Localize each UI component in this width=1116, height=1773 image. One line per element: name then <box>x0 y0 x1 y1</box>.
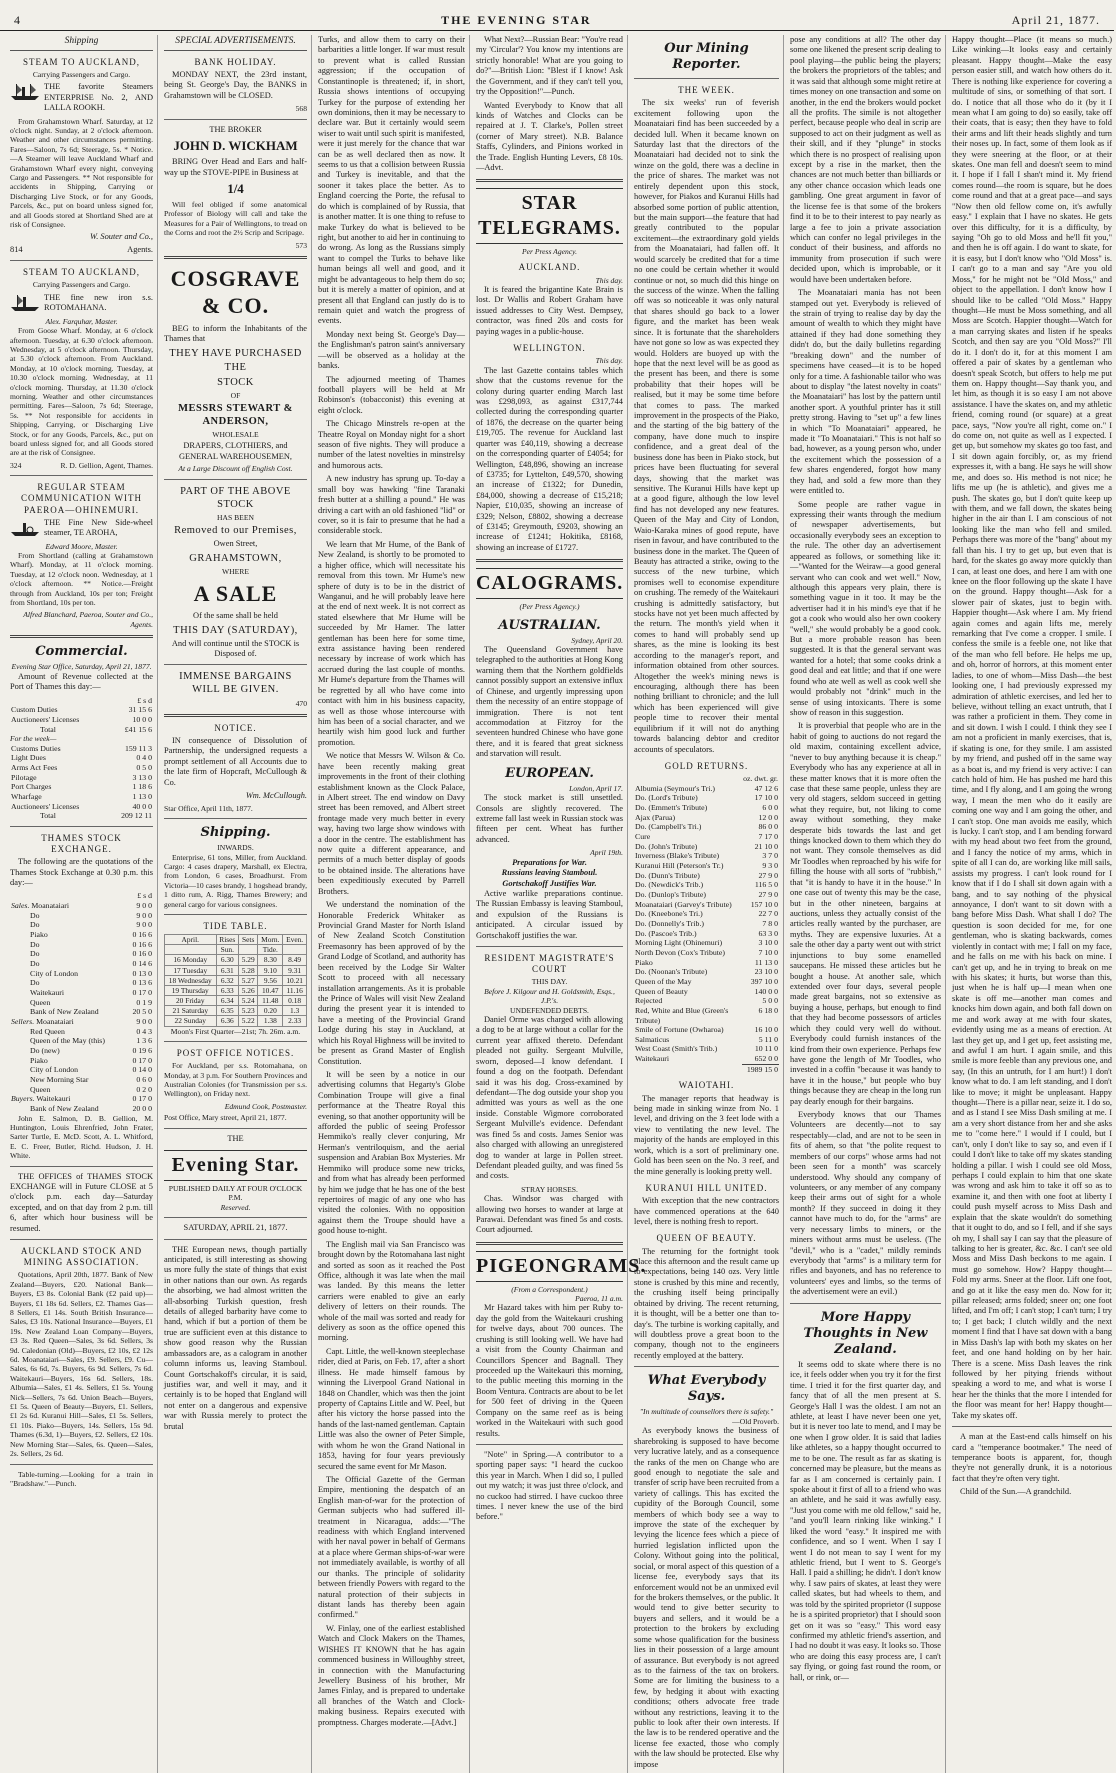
divider <box>634 78 779 79</box>
table-header <box>634 774 779 784</box>
divider <box>634 1366 779 1367</box>
divider <box>10 1166 153 1167</box>
commercial-text: Amount of Revenue collected at the Port of Thames this day:— <box>10 671 153 692</box>
kuranui-heading: KURANUI HILL UNITED. <box>645 1182 768 1193</box>
column-3 <box>318 35 470 1773</box>
divider <box>164 1128 307 1129</box>
cosgrave-part: PART OF THE ABOVE STOCK <box>180 485 291 510</box>
auckland-date: This day. <box>595 275 623 285</box>
rotomahana-footer <box>10 461 153 470</box>
table-row: Sales. Moanataiari 9 0 0 <box>11 901 152 911</box>
leader-continued: Turks, and allow them to carry on their barbarities a little longer. If war must result to prevent what is called Russian aggression; if the occupation of Constantinople is threatened; if, in short, Russia shows intentions of occupying Turkey for the purpose of extending her own dominions, then it may be necessary to declare war. But it certainly would seem wiser to wait until such spirit is manifested, were it just merely for the chance that war can be as well declared then as now. It seems to us that a collision between Russia and Turkey is inevitable, and that the sooner it takes place the better. As to England coercing the Porte, the refusal to do which is complained of by Russia, that is another matter. It is one thing to refuse to make Turkey do what is believed to be right, but another to aid her in continuing to do wrong. As long as the Russians simply want to compel the Turks to behave like human beings all well and good, and it might be advantageous to help them do so; but it is merely a matter of opinion, and at present all that England can justly do is to remain quiet and watch the progress of events. <box>318 35 466 326</box>
waiotahi-text: The manager reports that headway is being made in sinking winze from No. 1 level, and driving on the 3 feet lode with a view to ventilating the new level. The majority of the hands are employed in this work, which is a sort of preliminary one. Gold has been seen on the No. 3 reef, and the mine generally is looking pretty well. <box>634 1093 779 1176</box>
auctions-text: It is proverbial that people who are in the habit of going to auctions do not regard the old maxim, containing excellent advice, "never to buy anything because it is cheap." Everybody who has any experience at all in these matter knows that it is more often the case that these same people, unless they are very old stagers, seldom succeed in getting what they require, but, not liking to come away without something, they make desperate bids towards the last and get things knocked down to them which they do not want. They console themselves as did Mr Toodles when reproached by his wife for filling the house with all sorts of "rubbish," that "it is handy to have it in the house." In one case out of twenty this may be the case, but in the other nineteen, bargains at auctions, unless they actually consist of the articles really wanted by the purchaser, are myths. They are expensive luxuries. At a sale the other day a party went out with strict injunctions to buy some enamelled saucepans. He missed these articles but he bought a house. At another sale, which extended over four days, several people made great bargains, not so extensive as buying a house, perhaps, but enough to find that they had become possessors of articles which they could very well do without. Everybody could furnish instances of the kind from their own experience. Perhaps few have gone the length of Mr Toodles, who invested in a coffin "because it was handy to have it in the house," but people who buy things because they are cheap in the long run pay dearly enough for their bargains. <box>790 721 941 1106</box>
table-row: Do. (Noonan's Tribute) 23 10 0 <box>635 967 778 977</box>
motto-source: —Old Proverb. <box>732 1416 779 1426</box>
table-row: Do 0 16 0 <box>30 949 152 959</box>
table-row: Light Dues 0 4 0 <box>11 753 152 763</box>
table-row: Queen 0 2 0 <box>30 1084 152 1094</box>
tide-table <box>164 934 307 1027</box>
spring-note: "Note" in Spring.—A contributor to a sporting paper says: "I heard the cuckoo this year in March. When I did so, I pulled out my watch; it was just three o'clock, and no cuckoo had stirred. I have cuckoo three times. I never knew the use of the bird before." <box>476 1449 623 1522</box>
newspaper-page <box>0 31 1114 1769</box>
divider <box>164 119 307 120</box>
pigeongrams-title: PIGEONGRAMS. <box>476 1251 623 1282</box>
news-freemasonry: We understand the nomination of the Honorable Frederick Whitaker as Provincial Grand Master for North Island of New Zealand Scotch Constitution Freemasonry has been approved of by the Grand Lodge of Scotland, and authority has been received by the Lodge Sir Walter Scott to proceed with all necessary installation arrangements. As it is probable the Prince of Wales will visit New Zealand during the present year it is intended to have a meeting of the Provincial Grand Lodge during his stay in Auckland, at which his Royal Highness will be invited to be present as Grand Master of English Constitution. <box>318 900 465 1066</box>
rm-court-day: THIS DAY. <box>531 977 568 987</box>
steam-auckland-title: STEAM TO AUCKLAND, <box>23 56 140 67</box>
table-row: 19 Thursday 6.33 5.26 10.47 11.16 <box>165 985 307 995</box>
cosgrave-discount: At a Large Discount off English Cost. <box>178 464 293 474</box>
commercial-intro: Evening Star Office, Saturday, April 21, 1877. <box>11 662 152 672</box>
table-row: Queen of Beauty 140 0 0 <box>635 986 778 996</box>
enterprise-agents: Agents. <box>127 244 153 254</box>
divider <box>10 1464 153 1465</box>
calograms-title: CALOGRAMS. <box>476 568 623 599</box>
ship-ad-rotomahana <box>10 293 153 317</box>
auckland-association-title: AUCKLAND STOCK AND MINING ASSOCIATION. <box>20 1246 143 1268</box>
auckland-telegram: It is feared the brigantine Kate Brain is lost. Dr Wallis and Robert Graham have issued addresses to City West. Dempsey, contractor, was fined 20s and costs for paying wages in a public-house. <box>476 285 623 336</box>
table-row: Bank of New Zealand 20 0 0 <box>30 1103 152 1113</box>
broker-text: BRING Over Head and Ears and half-way up the STOVE-PIPE in Business at <box>164 157 307 177</box>
everybody-continued: pose any conditions at all? The other day some one likened the present scrip dealing to pool playing—the public being the players; the brokers the proprietors of the tables; and it was said that although some might retire at times money on one transaction and some on another, in the end the brokers would pocket all the profits. The simile is not altogether perfect, because people who deal in scrip are supposed to act on their judgment as well as their skill, and if they "plunge" in stocks which there is no prospect of realising upon except by a rise in the market, then the chances are not much better than billiards or any other chance occasion which leads one gambling. One great argument in favor of the license fee is that some of the brokers find it to be to their interest to pay nearly as large a fee to join a private association which can confer no legal privileges in the conduct of their business, and affords no immunity from prosecution if such were decided upon, which is improbable, or it would have been undertaken before. <box>790 35 941 284</box>
table-row: Auctioneers' Licenses 40 0 0 <box>11 801 152 811</box>
paper-date: SATURDAY, APRIL 21, 1877. <box>183 1223 288 1233</box>
child-of-the-sun: Child of the Sun.—A grandchild. <box>960 1487 1072 1497</box>
cosgrave-immense: IMMENSE BARGAINS WILL BE GIVEN. <box>179 671 292 696</box>
cosgrave-trade: DRAPERS, CLOTHIERS, and GENERAL WAREHOUSEMEN, <box>178 441 293 461</box>
bank-holiday-text: MONDAY NEXT, the 23rd instant, being St. George's Day, the BANKS in Grahamstown will be CLOSED. <box>164 69 307 100</box>
russians-heading: Russians leaving Stamboul. <box>501 868 598 878</box>
divider <box>476 1444 623 1445</box>
news-german-gazette: The Official Gazette of the German Empire, mentioning the despatch of an English man-of-war for the protection of German subjects who had suffered ill-treatment in Nicaragua, adds:—"The readiness with which England intervened with her naval power in behalf of Germans at a place where German ships-of-war were not immediately available, is worthy of all our thanks. The principle of solidarity between friendly Powers with regard to the natural protection of their subjects in distant lands has thereby been again confirmed." <box>318 1474 465 1620</box>
enterprise-footer <box>10 245 153 255</box>
steam2-title: STEAM TO AUCKLAND, <box>23 267 140 278</box>
cosgrave-removed: Removed to our Premises, <box>174 525 297 537</box>
regular-steam-title: REGULAR STEAM COMMUNICATION WITH PAEROA—OHINEMURI. <box>20 482 143 515</box>
cosgrave-firm: MESSRS STEWART & ANDERSON, <box>178 402 293 427</box>
stock-sales-table <box>10 891 153 1113</box>
ship-ad-te-aroha <box>10 518 153 542</box>
table-row: Piako 11 13 0 <box>635 957 778 967</box>
cosgrave-wholesale: WHOLESALE <box>212 429 259 439</box>
inwards-text: Enterprise, 61 tons, Miller, from Auckland. Cargo: 4 cases drapery, Marshall, ex Electra, from London, 6 cases, Broadhurst. From Victoria—10 cases brandy, 1 hogshead brandy, 1 ditto rum, A. Rigg, Thames Brewery; and general cargo for various consignees. <box>164 852 307 909</box>
table-row: Piako 0 16 6 <box>30 930 152 940</box>
notice-text: IN consequence of Dissolution of Partnership, the undersigned requests a prompt settlement of all Accounts due to the late firm of Hopcraft, McCullough & Co. <box>164 736 307 787</box>
revenue-table <box>10 696 153 735</box>
table-row: Do. (Dunn's Tribute) 27 9 0 <box>635 870 778 880</box>
tide-moon: Moon's First Quarter—21st; 7h. 26m. a.m. <box>170 1026 301 1036</box>
column-6 <box>790 35 946 1773</box>
table-row: Custom Duties 31 15 6 <box>11 705 152 715</box>
table-row: West Coast (Smith's Trib.) 10 11 0 <box>635 1044 778 1054</box>
gold-returns-title: GOLD RETURNS. <box>664 760 749 771</box>
sellers-label: Sellers. <box>11 1016 35 1026</box>
table-row: 16 Monday 6.30 5.29 8.30 8.49 <box>165 955 307 965</box>
news-what-next: What Next?—Russian Bear: "You're read my 'Circular'? You know my intentions are strictly honorable! What are you going to do?"—British Lion: "Blest if I know! Ask the Government, and if they can't tell you, try the Opposition!"—Punch. <box>476 35 623 97</box>
table-row: Ajax (Parua) 12 0 0 <box>635 812 778 822</box>
post-office-signature: Edmund Cook, Postmaster. <box>224 1101 307 1111</box>
page-number: 4 <box>14 13 21 28</box>
te-aroha-text: THE Fine New Side-wheel steamer, TE AROHA, <box>44 517 153 538</box>
table-row: Do. (Pascoe's Trib.) 63 3 0 <box>635 928 778 938</box>
post-office-text: For Auckland, per s.s. Rotomahana, on Monday, at 3 p.m. For Southern Provinces and Australian Colonies (for Transmission per s.s. Wellington), on Friday next. <box>164 1061 307 1099</box>
cosgrave-same: Of the same shall be held <box>193 611 278 621</box>
table-row: Do. (Newdick's Trib.) 116 5 0 <box>635 880 778 890</box>
wellington-date: This day. <box>595 356 623 366</box>
london-date: London, April 17. <box>569 783 623 793</box>
cosgrave-town: GRAHAMSTOWN, <box>189 552 282 564</box>
divider <box>952 1426 1112 1427</box>
shipping-header: Shipping <box>10 35 153 51</box>
temperance-bootmaker: A man at the East-end calls himself on his card a "temperance bootmaker." The need of temperance boots is apparent, for, though they're not generally drunk, it is a notorious fact that they're often very tight. <box>952 1432 1112 1483</box>
calograms-agency: (Per Press Agency.) <box>519 602 580 612</box>
te-aroha-body: From Shortland (calling at Grahamstown Wharf). Monday, at 11 o'clock morning. Tuesday, at 12 o'clock noon. Wednesday, at 1 o'clock afternoon. ** Notice.—Freight through from Auckland, 10s per ton; Freight from Shortland, 10s per ton. <box>10 550 153 607</box>
sydney-date: Sydney, April 20. <box>571 635 623 645</box>
news-minstrels: The Chicago Minstrels re-open at the Theatre Royal on Monday night for a short season of five nights. They will produce a number of the latest novelties in minstrelsy and humorous acts. <box>318 419 465 470</box>
pigeongrams-text: Mr Hazard takes with him per Ruby to-day the gold from the Waitekauri crushing for twelve days, about 700 ounces. The crushing is still looking well. We have had a visit from the County Chairman and Councillors Spencer and Bagnall. They proceeded up the Waitekauri this morning, to the public meeting this morning in the Boom Ventura. Contracts are about to be let for 500 feet of driving in the Queen Company on the same reef as is being worked in the Waitekauri with such good results. <box>476 1303 623 1438</box>
cosgrave-until: And will continue until the STOCK is Disposed of. <box>171 638 300 659</box>
cosgrave-stock: STOCK <box>217 376 254 388</box>
news-butter: A new industry has sprung up. To-day a small boy was hawking "fine Taranaki fresh butter at a shilling a pound." He was driving a cart with an old fashioned "lid" or cover, so it is fair to presume that he had a considerable stock. <box>318 474 465 536</box>
mining-reporter-header: Our Mining Reporter. <box>664 41 749 73</box>
gold-units: oz. dwt. gr. <box>743 774 778 784</box>
divider <box>476 559 623 562</box>
happy-thoughts-continued: Happy thought—Place (it means so much.) Like winking—It looks easy and certainly pleasant. Happy thought—Make the easy person easier still, and watch how others do it. There is nothing like experience for covering a multitude of sins, or something of that sort. I do. I notice that all those who do it (by it I mean what I am going to do) so easily, take off their coats, that is easy; then they have to fold their arms and lift their heads slightly and turn their noses up. In fact, some of them look as if they were sneering at the floor, or at their skates. One man fell and doesn't seem to mind it. I hope if I fall I shan't mind it. My friend comes round—the room is square, but he does come round and that at a great pace—and says "Now then old fellow come on, it's awfully easy." I explain that I have no skates. He gets over this difficulty, for it is a difficulty, by saying "Oh go to old Moss and he'll fit you," and then he is off again. I do want to skate, for it is easy, but I don't know who "Old Moss" is. I can't go to a man and say "Are you old Moss," for he might not be "Old Moss," and object to the appellation. I don't know how I should like to be called "Old Moss." Happy thought—He must be Moss something, and all Moss are Scotch. Happier thought—Watch for a man carrying skates and listen if he speaks Scotch, and then say are you "Old Moss?" I'll do it. I don't do it, for at this moment I am offered a pair of skates by a gentleman who doesn't speak Scotch, but offers to help me put them on. Happy thought—Say thank you, and let him, as though it is so easy I am not above assistance. I have the skates on, and my athletic friend, coming round (or square) at a great pace, says, "Now you're all right, come on." I do come on, not quite as well as I expected. I get up, but somehow my skates go too fast, and I sit down again forcibly, or, as my friend expresses it, with a bang. He says he will show me, and does so. His method is not nice; he lifts me up (he is athletic), and gives me a push. The skates go, but I don't quite keep up with them, and we fall down, the skates being higher in the air than I. I am conscious of not looking like the man who fell and smiled. Perhaps there was more of the "bang" about my fall than his. I try to get up, but even that is hard, for the skates go away more quickly than I can, at least one does, and here I am with one knee on the floor following up the skate I have on the ground. Happy thought—Ask for a slower pair of skates, just to begin with. Happier thought—Ask where I am. My friend again comes and again lifts me, merely remarking that I've come a cropper. I smile. I confess the smile is a feeble one, not like that of the man who fell before. He helps me up, and oh, horror of horrors, at this moment enter ladies, to one of whom—Miss Dash—the best looking one, I had previously expressed my admiration of athletic exercises, and led her to believe, without telling an exact untruth, that I was rather a proficient in them. They come in and sit down. I wish I could. I think they see I am not a proficient in manly exercises, that is, if skating is one, for they smile. I am assisted by my friend, and pushed off in the same way as a boat is, and my friend is very active: I can catch hold of him. He has pushed me hard this time, and I fly along, and I am going the wrong way, I mean the men who do it easily are coming one way and I am going the other, and I can't stop. One man avoids me easily, which is lucky. I can't stop, and I am bending forward with my head about two feet from the ground, and I fancy the notice of my arms, which in spite of all I can do, are working like mill sails, assists my progress. I can't look round for I know that if I do I shall sit down again with a bang, and to say nothing of the physical annoyance, I don't want to sit down with a bang before Miss Dash. What shall I do? The question is soon decided for me, for one gentleman, who is skating backwards, comes violently in contact with me; I fall on my face, and he falls on me with his back on mine. I can't get up, and he in trying to break on me with his skates; it hurts, but worse than this, just when he is half up—I mean when one skate is off me—another man comes and knocks him down again, and both fall down on me and work away at me with four skates, evidently using me as a means of erection. At last they get up, and I get up, feet assisting me, and awful I am hurt. I again smile, and this smile is more feeble than any previous one, and say, (In this an untruth, for I am hurt!) I don't know what to do. I am left standing, and I don't like to move; it might be unpleasant. Happy thought—There is a pillar near, seize it. I do so, and as I stand I see Miss Dash smiling at me. I am a very short distance from her and she asks me to "come here." I would if I could, but I can't, only I don't like to say so, and even if I could I don't like to take off my skates standing holding a pillar. I wish I could see old Moss, perhaps I could explain to him that one skate was wrong and ask him to take it off so as to examine it, and then with one foot at liberty I could push myself across to Miss Dash and explain that the skate wouldn't do something that it ought to do, and so I fell, and if she says oh my, I shall say I can say that the pleasure of talking to her is greater, &c. &c. I can't see old Moss and Miss Dash beckons to me again. I must go somehow. How? Happy thought—Fold my arms. Sneer at the floor. Lift one foot, and go at it like the easy men do. Now for it; pillar released; arms folded; sneer on; one foot lifted, and I'm off; I can't stop; I can't turn; I try to; I get back; I clutch wildly and the next moment I find that I have sat down with a bang in Miss Dash's lap with both my skates on her feet, and one hand holding on by her hair. There is a scene. Miss Dash leaves the rink followed by her pitying friends without speaking a word to me, and what is worse I hear her the thinks that the more I intended for the floor was meant for her! Happy thought—Take my skates off. <box>952 35 1112 1420</box>
table-row: Wharfage 1 13 0 <box>11 791 152 801</box>
broker-label: THE BROKER <box>209 124 262 134</box>
table-row: New Morning Star 0 6 0 <box>30 1074 152 1084</box>
steam-auckland-subtitle: Carrying Passengers and Cargo. <box>32 69 131 79</box>
news-finlay-advt: W. Finlay, one of the earliest established Watch and Clock Makers on the Thames, WISHES IT KNOWN that he has again commenced business in Willoughby street, in connection with the Manufacturing Jewellery Business of his brother, Mr James Finlay, and is prepared to undertake all branches of the Watch and Clock-making business. Repairs executed with promptness. Charges moderate.—[Advt.] <box>318 1623 465 1727</box>
european-heading: EUROPEAN. <box>505 765 594 781</box>
notice-office: Star Office, April 11th, 1877. <box>164 803 253 813</box>
cosgrave-has: HAS BEEN <box>217 512 254 522</box>
rm-court-title: RESIDENT MAGISTRATE'S COURT <box>484 953 615 975</box>
table-row: Albumia (Seymour's Tri.) 47 12 6 <box>635 783 778 793</box>
broker-price: 1/4 <box>227 180 244 196</box>
divider <box>164 714 307 717</box>
paeroa-date: Paeroa, 11 a.m. <box>575 1294 623 1304</box>
star-telegrams-title: STAR TELEGRAMS. <box>476 188 623 244</box>
table-row: Kuranui Hill (Peterson's Tr.) 9 3 0 <box>635 861 778 871</box>
rotomahana-agent: R. D. Gellion, Agent, Thames. <box>60 460 153 470</box>
enterprise-text: THE favorite Steamers ENTERPRISE No. 2, AND LALLA ROOKH. <box>44 82 153 113</box>
table-row: Do. (Emmett's Tribute) 6 0 0 <box>635 803 778 813</box>
table-row: 18 Wednesday 6.32 5.27 9.56 10.21 <box>165 975 307 985</box>
table-row: Moanataiari (Garvey's Tribute) 157 10 0 <box>635 899 778 909</box>
queen-of-beauty-text: The returning for the fortnight took place this afternoon and the result came up to expectations, being 140 ozs. Very little stone is crushed by this mine and recently, the crushing itself being principally obtained by driving. The recent returning, it is thought, will be a better one than to-day's. The turbine is working capitally, and will doubtless prove a great boon to the company, though not to the engineers recently employed at the battery. <box>634 1246 779 1360</box>
queen-of-beauty-heading: QUEEN OF BEAUTY. <box>656 1233 757 1244</box>
vague-advertisements: Some people are rather vague in expressing their wants through the medium of newspaper advertisements, but occasionally everybody sees an exception to the rule. The other day an advertisement appeared as follows, or something like it: —"Wanted for the Weiraw—a good general servant who can cook and wet well." Now, although this appears very plain, there is something vague in it too. It may be the advertiser had it in his mind's eye that if he got a cook who would also her own cookery "well," she would probably be a good cook. But a more probable reason has been suggested. It is that the general servant was wanted for a hotel; that some cooks drink a good deal and eat little; and that if one were found who ate well as well as cook well she would probably not "drink" much in the sense of using intoxicants. There is some show of reason in this suggestion. <box>790 499 941 717</box>
divider <box>476 1242 623 1245</box>
divider <box>10 826 153 827</box>
everybody-text: As everybody knows the business of sharebroking is supposed to have become very lucrative lately, and as a consequence the ranks of the men on Change who are good enough to negotiate the sale and transfer of scrip have been recruited from a variety of callings. This has excited the cupidity of the Borough Council, some members of which body see a way to improve the state of the exchequer by levying the licence fees which a piece of hurried legislation inflicted upon the Colony. Without going into the political, social, or moral aspect of this question of a license fee, everybody says that its enforcement would not be an unmixed evil for the brokers themselves, or the public. It would tend to give better security to buyers and sellers, and it would be a protection to the brokers by excluding some whose qualification for the business lies in their possession of a large amount of assurance. But everybody is not agreed as to the fairness of the tax on brokers. Some are for limiting the business to a few, by hedging it about with exacting conditions; others advocate free trade without any restrictions, leaving it to the public to look after their own interests. If the law is to be rendered operative and the license fee exacted, those who comply with the law should be protected. Else why impose <box>634 1426 779 1769</box>
table-row: Do 9 0 0 <box>30 920 152 930</box>
table-row: Total £41 15 6 <box>40 724 152 734</box>
rotomahana-text: THE fine new iron s.s. ROTOMAHANA. <box>44 292 153 313</box>
news-capt-little: Capt. Little, the well-known steeplechase rider, died at Paris, on Feb. 17, after a short illness. He made himself famous by winning the Liverpool Grand National in 1848 on Chandler, which was then the joint property of Captains Little and W. Peel, but after his victory the horse passed into the hands of the last-named gentleman. Captain Little was also the owner of Peter Simple, with whom he won the Grand National in 1853, having for four years previously secured the same event for Mr Mason. <box>318 1346 465 1471</box>
court-text: Daniel Orme was charged with allowing a dog to be at large without a collar for the current year affixed thereto. Defendant pleaded not guilty. Sergeant Mulville, sworn, deposed—I know defendant. I found a dog on the footpath. Defendant said it was his dog. Cross-examined by defendant—The dog outside your shop you admitted was yours as well as the one inside. Constable Wigmore corroborated Sergeant Mulville's evidence. Defendant was fined 5s and costs. James Senior was also charged with allowing an unregistered dog to wander at large in Pollen street. Defendant pleaded guilty, and was fined 5s and costs. <box>476 1015 623 1181</box>
table-row: Arms Act Fees 0 5 0 <box>11 762 152 772</box>
table-header <box>10 891 153 901</box>
steamship-icon <box>10 518 40 538</box>
cosgrave-street: Owen Street, <box>213 539 258 549</box>
cosgrave-number: 470 <box>295 698 307 708</box>
volunteers-text: Everybody knows that our Thames Volunteers are decently—not to say respectably—clad, and are not to be seen in fits of ahem, so that "the polite request to members of our corps" whose arms had not been seen for a month" was scarcely understood. Why should any company of volunteers, or any member of any company keep their arms out of sight for a whole month? If they succeed in doing it they cannot have much to do, for the "arms" are very necessary limbs to miners, or the miners without arms must be useless. (The "devil," who is a "cadet," mildly reminds everybody that "arms" is a military term for rifles and bayonets, and has no reference to volunteers' eyes and limbs, so the terms of the advertisement were an evil.) <box>790 1110 941 1297</box>
table-row: Waitekauri 652 0 0 <box>635 1054 778 1064</box>
stock-units: £ s d <box>137 891 152 901</box>
table-row: City of London 0 13 0 <box>30 968 152 978</box>
divider <box>10 1239 153 1240</box>
brokers-list: John E. Salmon, D. B. Gellion, M. Huntington, Louis Ehrenfried, John Frater, Sarter Turtle, E. McD. Scott, A. L. Whitford, E. C. Freer, Butler, Richd. Hudson, J. H. White. <box>10 1113 153 1161</box>
european-text: The stock market is still unsettled. Consols are slightly recovered. The extreme fall last week in Russian stock was fifteen per cent. Wheat has further advanced. <box>476 793 623 844</box>
cosgrave-day: THIS DAY (SATURDAY), <box>173 624 298 636</box>
table-row: 20 Friday 6.34 5.24 11.48 0.18 <box>165 996 307 1006</box>
moanataiari-mania: The Moanataiari mania has not been stamped out yet. Everybody is relieved of the strain of trying to realise day by day the amount of wealth to which they might have attained if they had done something they didn't do, but the daily bulletins regarding "breaking down" and the number of specimens have ceased—it is to be hoped only for a time. A fashionable tailor who was about to display "the latest novelty in coats" the Moanataiari" has lost by the pattern until another sport. A youthful printer has it still pretty strong. Having to "set up" a few lines in which "To Moanataiari" appeared, he made it "To Moanataiari." This is not half so bad, however, as a young person who, under the excitement which the possession of a few shares engendered, forgot how many they had, and sold a few more than they were entitled to. <box>790 288 941 496</box>
motto: "In multitude of counsellors there is safety." <box>639 1407 774 1417</box>
table-header: Sun. Tide. <box>165 945 307 955</box>
table-header: April. Rises Sets Morn. Even. <box>165 935 307 945</box>
cosgrave-intro: BEG to inform the Inhabitants of the Thames that <box>164 323 307 344</box>
war-text: Active warlike preparations continue. The Russian Embassy is leaving Stamboul, and expulsion of the Russians is anticipated. A circular issued by Gortschakoff justifies the war. <box>476 888 623 940</box>
table-row: North Devon (Cox's Tribute) 7 10 0 <box>635 947 778 957</box>
table-row: Inverness (Blake's Tribute) 3 7 0 <box>635 851 778 861</box>
divider <box>476 179 623 182</box>
table-row: Queen 0 1 9 <box>30 997 152 1007</box>
cosgrave-where: WHERE <box>222 566 249 576</box>
enterprise-signature: W. Souter and Co., <box>90 232 153 242</box>
divider <box>164 1041 307 1042</box>
notice-signature: Wm. McCullough. <box>245 791 307 801</box>
gold-total: 1989 15 0 <box>742 1064 779 1074</box>
table-row: Do. (Kneebone's Tri.) 22 7 0 <box>635 909 778 919</box>
news-hume: We learn that Mr Hume, of the Bank of New Zealand, is shortly to be promoted to a higher office, which will necessitate his removal from this town. Mr Hume's new sphere of duty is to be in the district of Wanganui, and he will probably leave here at the end of next week. It is not correct as stated elsewhere that Mr Hume will be succeeded by Mr Hamer. The latter gentleman has been here for some time, extra assistance having been rendered necessary by increase of work which has accrued during the last couple of months. Mr Hume's departure from the Thames will be regretted by all who have come into contact with him in his business capacity, as well as those whose intercourse with him has been of a social character, and we heartily wish him good luck and further promotion. <box>318 539 465 747</box>
column-1 <box>10 35 158 1773</box>
table-row: Cure 7 17 0 <box>635 832 778 842</box>
table-header <box>10 696 153 706</box>
april19-date: April 19th. <box>590 848 623 858</box>
australian-text: The Queensland Government have telegraphed to the authorities at Hong Kong warning them that the Northern goldfields cannot possibly support an extensive influx of Chinese, and urgently impressing upon them the necessity of an entire stoppage of immigration. There is not tent accommodation at Fitzroy for the seventeen hundred Chinese who have gone there, and it is feared that great sickness and starvation will result. <box>476 645 623 759</box>
paper-published: PUBLISHED DAILY AT FOUR O'CLOCK P.M. <box>168 1183 303 1203</box>
divider <box>476 946 623 947</box>
table-row: Buyers. Waitekauri 0 17 0 <box>11 1094 152 1104</box>
stray-horses-heading: STRAY HORSES. <box>521 1184 578 1194</box>
rm-court-before: Before J. Kilgour and H. Goldsmith, Esqs., J.P.'s. <box>484 986 615 1006</box>
te-aroha-agents: Alfred Blanchard, Paeroa, Souter and Co., Agents. <box>23 610 153 629</box>
rotomahana-ad-number: 324 <box>10 460 22 470</box>
inwards-label: INWARDS. <box>217 843 254 853</box>
table-row: Smile of Fortune (Owharoa) 16 10 0 <box>635 1025 778 1035</box>
table-row: Salmaticus 5 11 0 <box>635 1034 778 1044</box>
bank-holiday-number: 568 <box>295 104 307 114</box>
divider <box>164 818 307 819</box>
table-row: Morning Light (Ohinemuri) 3 10 0 <box>635 938 778 948</box>
paper-reserved: Reserved. <box>220 1202 251 1212</box>
notice-title: NOTICE. <box>214 722 257 733</box>
table-row: Do. (Donnelly's Trib.) 7 8 0 <box>635 918 778 928</box>
table-row: Do (new) 0 19 6 <box>30 1045 152 1055</box>
happy-thoughts-text: It seems odd to skate where there is no ice, it feels odder when you try it for the first time. I tried it for the first quarter day, and fancy that of all the men present at S. George's Hall I was the oldest. I am not an athlete, at least I have never been one yet, but it is never too late to mend, and I may be one when I grow older. It is said that ladies like athletes, so a happy thought occurred to me to be one. The result as far as skating is concerned may be pleasure, but the means as far as I am concerned is certainly pain. I spoke about it first of all to a friend who was an athlete, and he said it was awfully easy. "Just you come with me old fellow," said he, "and you'll learn rinking like winking." I liked the word "easy." It inspired me with confidence, and so I went. When I say I went I do not mean to say I went for my athletic friend, but I went to S. George's Hall. I paid a shilling; he didn't. I don't know why. I saw pairs of skates, at least they were called skates, but had wheels to them, and was told by the spirited proprietor (I suppose he is a spirited proprietor) that I should soon get on it was so "easy." This word easy confirmed my athletic friend's assertion, and I had no doubt it was easy. It looks so. Those who are doing this easy process are, I can't say flying, or going fast round the room, or hall, or rink, or— <box>790 1359 941 1682</box>
stock-exchange-title: THAMES STOCK EXCHANGE. <box>41 832 122 854</box>
auckland-quotations: Quotations, April 20th, 1877. Bank of New Zealand—Buyers, £20. National Bank—Buyers, £3 8s. Colonial Bank (£2 paid up)—Buyers, £1 18s 6d. Sellers, £2. Thames Gas—8 Sellers, £1 14s. South British Insurance—Sales, £3 10s. National Insurance—Buyers, £1 19s. New Zealand Loan Company—Buyers, £3 3s. Red Queen—Sales, 3s 6d. Sellers, 3s 9d. Caledonian (Old)—Buyers, £2 10s, £2 12s 6d. Moanataiari—Sales, £9. Sellers, £9. Cu—Sales, 6s 6d, 7s. Buyers, 6s 9d. Sellers, 7s 6d. Waitekauri—Buyers, 16s 6d. Sellers, 18s. Albumia—Sales, £1 4s. Sellers, £1 5s. Young Nick—Sellers, 7s 6d. Union Beach—Buyers, £1 5s. Queen of Beauty—Buyers, £1. Sellers, £1 2s 6d. Kuranui Hill—Sales, £1 5s. Sellers, £1 10s. Piako—Buyers, 14s. Sellers, 15s 9d. Thames (6.3d, 1)—Buyers, £2. Sellers, £2 10s. New Morning Star—Sales, 6s. Queen—Sales, 2s. Sellers, 2s 6d. <box>10 1270 153 1459</box>
cosgrave-title: COSGRAVE & CO. <box>170 266 301 319</box>
wellington-heading: WELLINGTON. <box>513 343 586 354</box>
table-row: Queen of the May 397 10 0 <box>635 976 778 986</box>
buyers-label: Buyers. <box>11 1094 35 1104</box>
enterprise-ad-number: 814 <box>10 244 23 254</box>
divider <box>10 475 153 476</box>
revenue-units: £ s d <box>137 695 152 705</box>
commercial-header: Commercial. <box>35 644 128 660</box>
stray-horses-text: Chas. Windsor was charged with allowing two horses to wander at large at Parawai. Defendant was fined 5s and costs. Court adjourned. <box>476 1194 623 1235</box>
table-row: Do. (John's Tribute) 21 10 0 <box>635 841 778 851</box>
broker-name: JOHN D. WICKHAM <box>173 138 298 154</box>
per-press-agency: Per Press Agency. <box>521 247 578 257</box>
divider <box>10 260 153 261</box>
table-row: Do 0 16 6 <box>30 939 152 949</box>
news-wilson: We notice that Messrs W. Wilson & Co. have been recently making great improvements in the front of their clothing establishment known as the Clock Palace, in Albert street. The end window on Davy street has been removed, and Albert street frontage made very much better in every way, having two large show windows with a door in the centre. The establishment has now quite a different appearance, and permits of a much better display of goods to be obtained inside. The alterations have been expeditiously executed by Parrell Brothers. <box>318 751 465 896</box>
table-row: Piako 0 17 0 <box>30 1055 152 1065</box>
divider <box>164 256 307 259</box>
week-revenue-table <box>10 744 153 821</box>
column-2 <box>164 35 312 1773</box>
table-row: Red, White and Blue (Green's Tribute) 6 18 0 <box>635 1005 778 1025</box>
undefended-debts: UNDEFENDED DEBTS. <box>510 1005 589 1015</box>
steamship-icon <box>10 293 40 313</box>
cosgrave-sale: A SALE <box>193 580 278 606</box>
what-everybody-says-title: What Everybody Says. <box>647 1373 766 1405</box>
newspaper-title: THE EVENING STAR <box>441 13 592 28</box>
shipping-title: Shipping. <box>200 825 271 840</box>
divider <box>164 664 307 665</box>
enterprise-body: From Grahamstown Wharf. Saturday, at 12 o'clock night. Sunday, at 2 o'clock afternoon. Weather and other circumstances permitting. Fares—Saloon, 7s 6d; Steerage, 5s. * Notice.—A Steamer will leave Auckland Wharf and Grahamstown Wharf every night, conveying Cargo and Passengers. ** Not responsible for accidents in Shipping, Carrying or Discharging Live Stock, or for any Goods, Parcels, &c., put on board unless signed for, and all Goods stored at Shortland Shed are at risk of Consignee. <box>10 116 153 230</box>
divider <box>790 1303 941 1304</box>
steamship-icon <box>10 82 40 102</box>
news-football: The adjourned meeting of Thames football players will be held at Mr Robinson's (tobacconist) this evening at eight o'clock. <box>318 374 465 415</box>
table-row: Customs Duties 159 11 3 <box>11 743 152 753</box>
table-turning-joke: Table-turning.—Looking for a train in "Bradshaw."—Punch. <box>10 1469 153 1488</box>
post-office-location: Post Office, Mary street, April 21, 1877. <box>164 1113 287 1123</box>
column-7 <box>952 35 1116 1773</box>
table-row: 22 Sunday 6.36 5.22 1.38 2.33 <box>165 1016 307 1026</box>
pigeongrams-source: (From a Correspondent.) <box>511 1284 588 1294</box>
table-row: Port Charges 1 18 6 <box>11 782 152 792</box>
rotomahana-body: From Goose Wharf. Monday, at 6 o'clock afternoon. Tuesday, at 6.30 o'clock afternoon. Wednesday, at 5 o'clock afternoon. Thursday, at 5.30 o'clock afternoon. From Auckland. Monday, at 10 o'clock morning. Tuesday, at 10.30 o'clock morning. Wednesday, at 11 o'clock morning. Thursday, at 11.30 o'clock morning. Weather and other circumstances permitting. Fares—Saloon, 7s 6d; Steerage, 5s. ** Not responsible for accidents in Shipping, Carrying, or Discharging Live Stock, or for any Goods, Parcels, &c., put on board unless signed for, and all Goods stored are at the risk of Consignee. <box>10 326 153 458</box>
table-row: Do 0 14 6 <box>30 959 152 968</box>
news-clarke-advt: Wanted Everybody to Know that all kinds of Watches and Clocks can be repaired at J. T. Clarke's, Pollen street (corner of Mary street). N.B. Balance Staffs, Cylinders, and Pinions worked in the Trade. English Hunting Levers, £8 10s.—Advt. <box>476 100 623 173</box>
divider <box>164 479 307 480</box>
the-week-text: The six weeks' run of feverish excitement following upon the Moanataiari find has been succeeded by a decided lull. When it became known on Saturday last that the directors of the Moanataiari had decided not to sink the winze on the gold, there was a decline in the price of shares. The market was not entirely dependent upon this stock, however, for Piakos and Kuranui Hills had absorbed some portion of public attention, but the main support—the feature that had greatly contributed to the popular excitement—the extraordinary gold yields from the Moanataiari, had fallen off. It would scarcely be credited that for a time no one could be certain whether it would continue or not, so much did this hinge on the success of the winze. When the falling off was so noticeable it was only natural that shares should go back to a lower figure, and the market has been weak since. It is fortunate that the shareholders have not gone so low as was expected they would. Holders are buoyed up with the hope that the next level will be as good as the present has been, and there is some probability that their hopes will be realised, but it may be some time before that comes to pass. The marked improvement in the prospects of the Piako, and the starting of the big battery of the company, have done much to inspire confidence, and a great deal of the business done has been in Piako stock, but prices have been fluctuating for several days, showing that the market was sensitive. The Kuranui Hills have kept up at a good figure, although the low level find has not developed any new features. Queen of the May and City of London, Waio-Karaka mines of good repute, have risen in favour, and have contributed to the business done in the market. The Queen of Beauty has attracted a strike, owing to the success of the new turbine, which promises well to economise expenditure on crushing. The remedy of the Waitekauri crushing is admittedly satisfactory, but stocks have not yet been much affected by the return. The month's yield when it comes to hand will probably send up shares, as the mine is looking its best according to the manager's report, and information obtained from other sources. Altogether the week's mining news is encouraging, although there has been nothing brilliant to chronicle; and the lull which has been experienced will give people time to recover their mental equilibrium if it will not do anything towards balancing debtor and creditor accounts of speculators. <box>634 98 779 754</box>
table-row: Bank of New Zealand 20 5 0 <box>30 1007 152 1017</box>
cosgrave-of: OF <box>230 390 241 400</box>
rotomahana-master: Alex. Farquhar, Master. <box>45 316 118 326</box>
happy-thoughts-title: More Happy Thoughts in New Zealand. <box>803 1309 928 1357</box>
week-label: For the week— <box>10 734 57 744</box>
gold-returns-table <box>634 774 779 1074</box>
news-hegarty: It will be seen by a notice in our advertising columns that Hegarty's Globe Combination Troupe will give a final performance at the Theatre Royal this evening, so that another opportunity will be afforded the public of seeing Professor Hemmiko's really clever conjuring, Mr Herman's ventriloquism, and the aerial suspension and Arabian Box Mysteries. Mr Hemmiko will produce some new tricks, and from what has already been performed by him we judge that he has one of the best repertoires of magic of any one who has visited the colonies. With no opposition against them the Troupe should have a good house to-night. <box>318 1069 465 1236</box>
wellington-telegram: The last Gazette contains tables which show that the customs revenue for the colony during quarter ending March last was £298,093, as against £317,744 collected during the corresponding quarter of 1876, the decrease on the quarter being £19,705. The revenue for Auckland last quarter was £40,119, showing a decrease on the corresponding quarter of £4054; for Wellington, £48,896, showing an increase of £3735; for Lyttelton, £49,570, showing an increase of £1322; for Dunedin, £84,000, showing a decrease of £15,218; Napier, £10,035, showing an increase of £329; Nelson, £8802, showing a decrease of £3145; Greymouth, £9203, showing an increase of £1241; Hokitika, £8168, showing an increase of £1727. <box>476 365 623 552</box>
issue-date: April 21, 1877. <box>1011 13 1100 28</box>
table-row: Do. (Dunlop's Tribute) 27 9 0 <box>635 889 778 899</box>
table-row: Do 9 0 0 <box>30 910 152 920</box>
masthead <box>0 0 1114 31</box>
table-row: 17 Tuesday 6.31 5.28 9.10 9.31 <box>165 965 307 975</box>
table-row <box>634 1064 779 1074</box>
table-row: City of London 0 14 0 <box>30 1065 152 1075</box>
broker-body: Will feel obliged if some anatomical Professor of Biology will call and take the Measures for a Pair of Wellingtons, to tread on the Corns and root the 2½ Scrip and Scripage. <box>164 200 307 238</box>
table-row: Do. (Campbell's Tri.) 86 0 0 <box>635 822 778 832</box>
divider <box>164 914 307 915</box>
paper-nameplate: Evening Star. <box>164 1150 307 1181</box>
table-row: Auctioneers' Licenses 10 0 0 <box>11 714 152 724</box>
news-st-georges-day: Monday next being St. George's Day—the Englishman's patron saint's anniversary—will be observed as a holiday at the banks. <box>318 329 465 371</box>
column-5 <box>634 35 784 1773</box>
table-row: 21 Saturday 6.35 5.23 0.20 1.3 <box>165 1006 307 1016</box>
the-week-heading: THE WEEK. <box>678 85 735 96</box>
offices-notice: THE OFFICES of THAMES STOCK EXCHANGE will in Future CLOSE at 5 o'clock p.m. each day—Saturday excepted, and on that day from 2 p.m. till 6, after which hour business will be resumed. <box>10 1171 153 1233</box>
bank-holiday-title: BANK HOLIDAY. <box>194 56 277 67</box>
table-row: Pilotage 3 13 0 <box>11 772 152 782</box>
table-row: Red Queen 0 4 3 <box>30 1026 152 1036</box>
waiotahi-heading: WAIOTAHI. <box>678 1080 735 1091</box>
leader-text: THE European news, though partially anticipated, is still interesting as showing us more fully the state of things that exist in other nations than our own. As regards the absorbing, we had almost written the all-absorbing Turkish question, fresh details of alleged barbarity have come to hand, which if but a portion of them be true are sufficient even at this distance to show good reason why the Russian ambassadors are, as a calogram in another column informs us, leaving Stamboul. Count Gortschakoff's circular, it is said, justifies war, and well it may, and it certainly is to be hoped that England will not enter on a dangerous and expensive war with Russia merely to protect the brutal <box>164 1244 307 1431</box>
table-row: Sellers. Moanataiari 9 0 0 <box>11 1016 152 1026</box>
gortschakoff-heading: Gortschakoff Justifies War. <box>502 878 597 888</box>
auckland-heading: AUCKLAND. <box>518 262 581 273</box>
special-ads-header: SPECIAL ADVERTISEMENTS. <box>164 35 307 51</box>
tide-table-title: TIDE TABLE. <box>203 920 268 931</box>
table-row: Waitekauri 0 17 0 <box>30 987 152 997</box>
table-row: Do 0 13 6 <box>30 978 152 988</box>
prep-war-heading: Preparations for War. <box>512 857 587 867</box>
news-english-mail: The English mail via San Francisco was brought down by the Rotomahana last night and sorted as soon as it reached the Post Office, although it was late when the mail was landed. By this means the letter carriers were enabled to give an early delivery of letters on their rounds. The whole of the mail was sorted and ready for delivery as soon as the office opened this morning. <box>318 1239 466 1343</box>
te-aroha-master: Edward Moore, Master. <box>45 541 118 551</box>
sales-label: Sales. <box>11 901 30 911</box>
post-office-title: POST OFFICE NOTICES. <box>176 1048 295 1059</box>
cosgrave-purchased: THEY HAVE PURCHASED THE <box>169 348 302 373</box>
divider <box>164 1217 307 1218</box>
table-row: Rejected 5 0 0 <box>635 996 778 1006</box>
divider <box>164 1239 307 1240</box>
divider <box>10 635 153 638</box>
steam2-subtitle: Carrying Passengers and Cargo. <box>32 280 131 290</box>
australian-heading: AUSTRALIAN. <box>498 617 601 633</box>
ship-ad-enterprise <box>10 82 153 116</box>
table-row: Queen of the May (this) 1 3 6 <box>30 1036 152 1046</box>
stock-exchange-text: The following are the quotations of the Thames Stock Exchange at 0.30 p.m. this day:— <box>10 857 153 887</box>
table-row: Do. (Lord's Tribute) 17 10 0 <box>635 793 778 803</box>
paper-the: THE <box>227 1133 244 1143</box>
kuranui-text: With exception that the new contractors have commenced operations at the 640 level, there is nothing fresh to report. <box>634 1196 779 1226</box>
table-row: Total 209 12 11 <box>40 811 152 821</box>
column-4 <box>476 35 647 1773</box>
broker-number: 573 <box>295 240 307 250</box>
